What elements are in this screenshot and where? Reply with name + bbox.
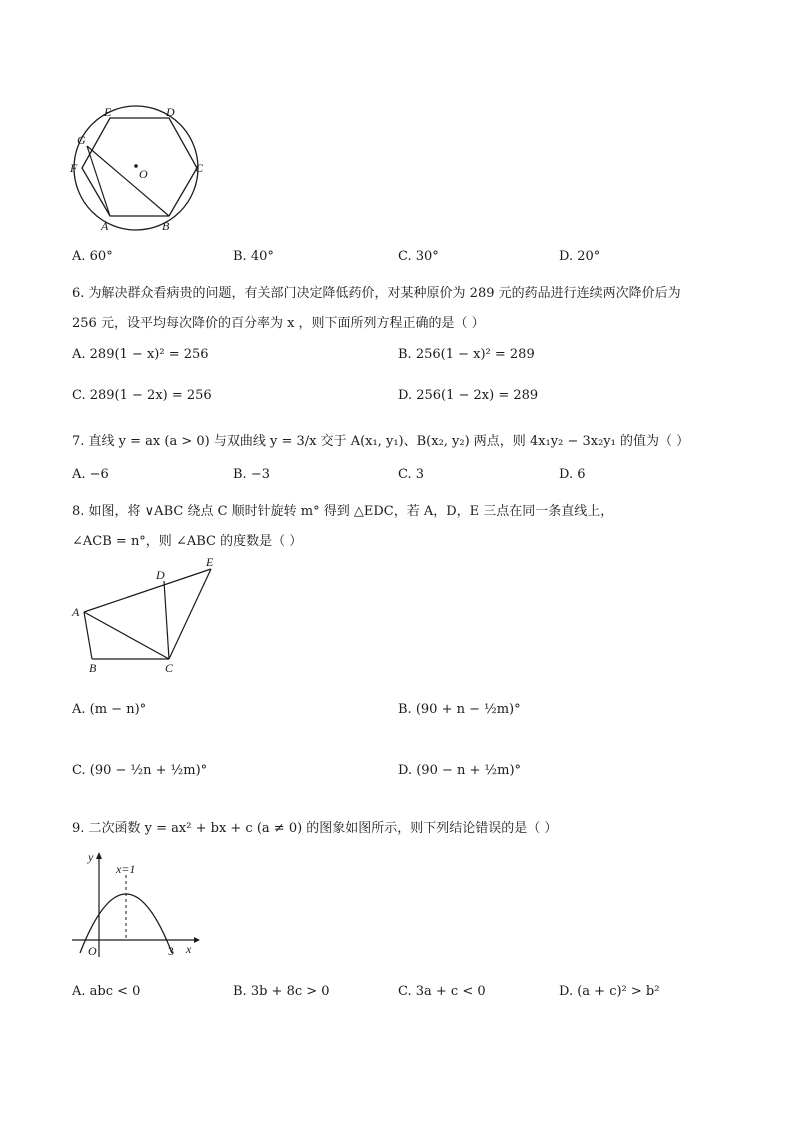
point-label-E: E [104,105,112,119]
point-label-C: C [165,661,174,675]
q7-option-a: A. −6 [72,467,109,482]
q8-stem-line2: ∠ACB = n°，则 ∠ABC 的度数是（ ） [72,534,303,549]
point-label-D: D [156,568,165,582]
point-label-B: B [89,661,97,675]
q5-option-c: C. 30° [398,249,439,264]
point-label-B: B [162,219,170,233]
q8-option-a: A. (m − n)° [72,702,147,717]
q7-stem: 7. 直线 y = ax (a > 0) 与双曲线 y = 3/x 交于 A(x₁, y₁)、B(x₂, y₂) 两点，则 4x₁y₂ − 3x₂y₁ 的值为（ ） [72,434,690,449]
hexagon-circle-figure [66,100,216,235]
axis-label-y: y [88,850,94,864]
q9-option-c: C. 3a + c < 0 [398,984,486,999]
q6-option-c: C. 289(1 − 2x) = 256 [72,388,212,403]
point-label-D: D [166,105,175,119]
q5-option-b: B. 40° [233,249,274,264]
q8-stem-line1: 8. 如图，将 ∨ABC 绕点 C 顺时针旋转 m° 得到 △EDC，若 A，D，E 三点在同一条直线上， [72,504,614,519]
q9-stem: 9. 二次函数 y = ax² + bx + c (a ≠ 0) 的图象如图所示，则下列结论错误的是（ ） [72,821,558,836]
q8-option-d: D. (90 − n + ½m)° [398,763,522,778]
q8-option-c: C. (90 − ½n + ½m)° [72,763,208,778]
q6-stem-line1: 6. 为解决群众看病贵的问题，有关部门决定降低药价，对某种原价为 289 元的药品进行连续两次降价后为 [72,286,681,301]
q6-option-a: A. 289(1 − x)² = 256 [72,347,209,362]
point-label-O: O [139,167,148,181]
q7-option-d: D. 6 [559,467,586,482]
q6-stem-line2: 256 元，设平均每次降价的百分率为 x ，则下面所列方程正确的是（ ） [72,316,485,331]
point-label-A: A [101,219,109,233]
symmetry-label: x=1 [116,862,136,876]
point-label-C: C [195,161,204,175]
rotation-triangle-figure [66,555,226,680]
q9-option-d: D. (a + c)² > b² [559,984,660,999]
q6-option-b: B. 256(1 − x)² = 289 [398,347,535,362]
point-label-F: F [70,161,78,175]
q7-option-b: B. −3 [233,467,270,482]
point-label-G: G [77,133,86,147]
q8-option-b: B. (90 + n − ½m)° [398,702,521,717]
parabola-graph-figure [66,845,206,960]
point-label-A: A [72,605,80,619]
axis-label-x: x [186,942,192,956]
q9-option-b: B. 3b + 8c > 0 [233,984,330,999]
root-label-3: 3 [168,944,174,958]
q7-option-c: C. 3 [398,467,425,482]
q5-option-d: D. 20° [559,249,601,264]
q6-option-d: D. 256(1 − 2x) = 289 [398,388,539,403]
q9-option-a: A. abc < 0 [72,984,141,999]
point-label-E: E [206,555,214,569]
origin-label: O [88,944,97,958]
q5-option-a: A. 60° [72,249,113,264]
